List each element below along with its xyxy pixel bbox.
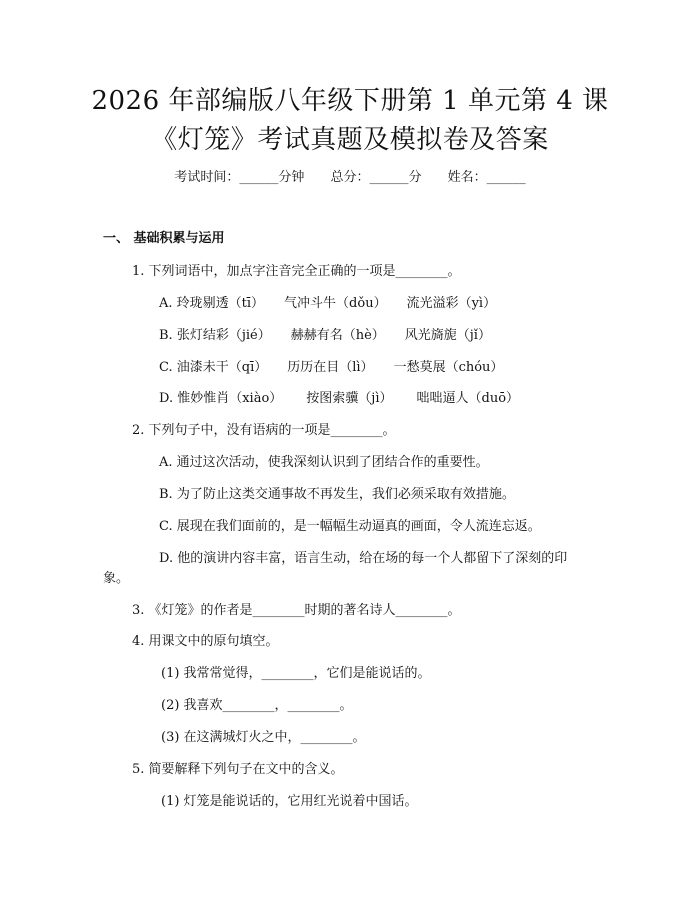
q1-option-c xyxy=(159,358,503,378)
q1-option-b xyxy=(159,326,491,346)
q2-option-b: B. 为了防止这类交通事故不再发生，我们必须采取有效措施。 xyxy=(159,487,515,502)
question-3-stem: 3. 《灯笼》的作者是________时期的著名诗人________。 xyxy=(132,603,461,618)
q1-option-b-word-2: 赫赫有名（hè） xyxy=(290,328,385,343)
student-name-field: 姓名：______ xyxy=(447,170,526,185)
exam-info xyxy=(0,168,700,188)
q2-option-a: A. 通过这次活动，使我深刻认识到了团结合作的重要性。 xyxy=(159,455,489,470)
title-line-1: 2026 年部编版八年级下册第 1 单元第 4 课 xyxy=(91,86,609,116)
q1-option-d-word-1: D. 惟妙惟肖（xiào） xyxy=(159,391,283,406)
q1-option-b-word-3: 风光旖旎（jǐ） xyxy=(404,328,491,343)
q1-option-c-word-2: 历历在目（lì） xyxy=(287,360,374,375)
title-line-2: 《灯笼》考试真题及模拟卷及答案 xyxy=(151,125,549,155)
q1-option-a-word-1: A. 玲珑剔透（tī） xyxy=(159,296,265,311)
question-1-stem: 1. 下列词语中，加点字注音完全正确的一项是________。 xyxy=(132,264,461,279)
q1-option-d-word-3: 咄咄逼人（duō） xyxy=(416,391,520,406)
question-5-stem: 5. 简要解释下列句子在文中的含义。 xyxy=(132,762,344,777)
q5-item-1: (1) 灯笼是能说话的，它用红光说着中国话。 xyxy=(161,794,418,809)
q1-option-a-word-2: 气冲斗牛（dǒu） xyxy=(284,296,387,311)
q1-option-b-word-1: B. 张灯结彩（jié） xyxy=(159,328,271,343)
question-2-stem: 2. 下列句子中，没有语病的一项是________。 xyxy=(132,423,396,438)
q1-option-d xyxy=(159,389,519,409)
q2-option-d-continuation: 象。 xyxy=(103,571,130,586)
q1-option-c-word-1: C. 油漆未干（qī） xyxy=(159,360,268,375)
q1-option-d-word-2: 按图索骥（jì） xyxy=(306,391,393,406)
exam-time-field: 考试时间：______分钟 xyxy=(174,170,305,185)
q4-item-2: (2) 我喜欢________，________。 xyxy=(161,698,353,713)
section-heading: 一、 基础积累与运用 xyxy=(103,231,225,246)
question-4-stem: 4. 用课文中的原句填空。 xyxy=(132,634,279,649)
q2-option-d: D. 他的演讲内容丰富，语言生动，给在场的每一个人都留下了深刻的印 xyxy=(159,551,568,566)
q2-option-c: C. 展现在我们面前的，是一幅幅生动逼真的画面，令人流连忘返。 xyxy=(159,519,541,534)
q4-item-1: (1) 我常常觉得，________，它们是能说话的。 xyxy=(161,666,431,681)
q1-option-a-word-3: 流光溢彩（yì） xyxy=(406,296,497,311)
q1-option-a xyxy=(159,294,496,314)
total-score-field: 总分：______分 xyxy=(330,170,422,185)
q4-item-3: (3) 在这满城灯火之中，________。 xyxy=(161,730,366,745)
q1-option-c-word-3: 一愁莫展（chóu） xyxy=(393,360,504,375)
